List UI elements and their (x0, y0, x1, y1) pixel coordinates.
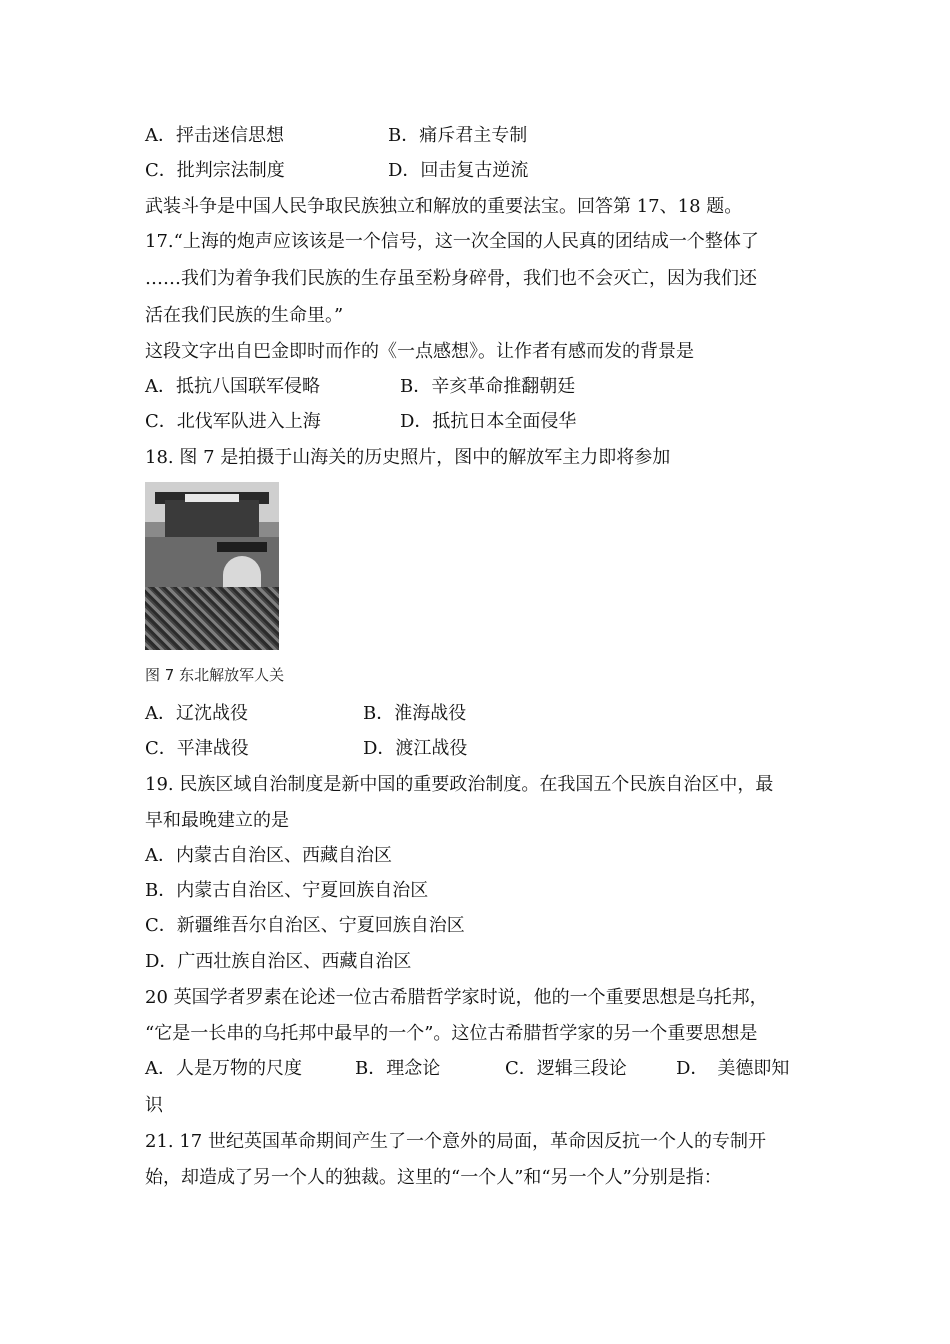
q20-option-d-wrap: 识 (145, 1095, 163, 1116)
prev-option-b: B．痛斥君主专制 (388, 125, 528, 146)
photo-top-banner (185, 494, 239, 502)
q17-quote-line2: ……我们为着争我们民族的生存虽至粉身碎骨，我们也不会灭亡，因为我们还 (145, 268, 757, 289)
shanhaiguan-photo (145, 482, 279, 650)
photo-slogan-banner (217, 542, 267, 552)
q18-option-d: D．渡江战役 (363, 738, 468, 759)
q19-stem-line1: 19. 民族区域自治制度是新中国的重要政治制度。在我国五个民族自治区中，最 (145, 774, 774, 795)
photo-gate-tower (165, 500, 259, 540)
q20-option-d: D． 美德即知 (676, 1058, 790, 1079)
q18-option-a: A．辽沈战役 (145, 703, 248, 724)
q20-stem-line1: 20 英国学者罗素在论述一位古希腊哲学家时说，他的一个重要思想是乌托邦， (145, 987, 768, 1008)
figure-7-caption: 图 7 东北解放军人关 (145, 666, 285, 684)
q18-option-c: C．平津战役 (145, 738, 249, 759)
prev-option-a: A．抨击迷信思想 (145, 125, 284, 146)
q17-quote-line3: 活在我们民族的生命里。” (145, 305, 344, 326)
q17-option-d: D．抵抗日本全面侵华 (400, 411, 577, 432)
prev-option-d: D．回击复古逆流 (388, 160, 529, 181)
q19-option-d: D．广西壮族自治区、西藏自治区 (145, 951, 412, 972)
q19-option-a: A．内蒙古自治区、西藏自治区 (145, 845, 392, 866)
q19-stem-line2: 早和最晚建立的是 (145, 810, 289, 831)
prev-option-c: C．批判宗法制度 (145, 160, 285, 181)
q19-option-c: C．新疆维吾尔自治区、宁夏回族自治区 (145, 915, 465, 936)
q20-option-b: B．理念论 (355, 1058, 441, 1079)
q17-quote-line1: 17.“上海的炮声应该该是一个信号，这一次全国的人民真的团结成一个整体了 (145, 231, 759, 252)
q21-stem-line2: 始，却造成了另一个人的独裁。这里的“一个人”和“另一个人”分别是指： (145, 1167, 722, 1188)
q17-stem: 这段文字出自巴金即时而作的《一点感想》。让作者有感而发的背景是 (145, 341, 694, 362)
q18-option-b: B．淮海战役 (363, 703, 467, 724)
photo-crowd (145, 587, 279, 650)
intro-17-18: 武装斗争是中国人民争取民族独立和解放的重要法宝。回答第 17、18 题。 (145, 196, 743, 217)
q19-option-b: B．内蒙古自治区、宁夏回族自治区 (145, 880, 429, 901)
q17-option-a: A．抵抗八国联军侵略 (145, 376, 320, 397)
q20-option-c: C．逻辑三段论 (505, 1058, 627, 1079)
q21-stem-line1: 21. 17 世纪英国革命期间产生了一个意外的局面，革命因反抗一个人的专制开 (145, 1131, 766, 1152)
q17-option-b: B．辛亥革命推翻朝廷 (400, 376, 576, 397)
q20-stem-line2: “它是一长串的乌托邦中最早的一个”。这位古希腊哲学家的另一个重要思想是 (145, 1023, 758, 1044)
q17-option-c: C．北伐军队进入上海 (145, 411, 321, 432)
q18-stem: 18. 图 7 是拍摄于山海关的历史照片，图中的解放军主力即将参加 (145, 447, 671, 468)
q20-option-a: A．人是万物的尺度 (145, 1058, 302, 1079)
